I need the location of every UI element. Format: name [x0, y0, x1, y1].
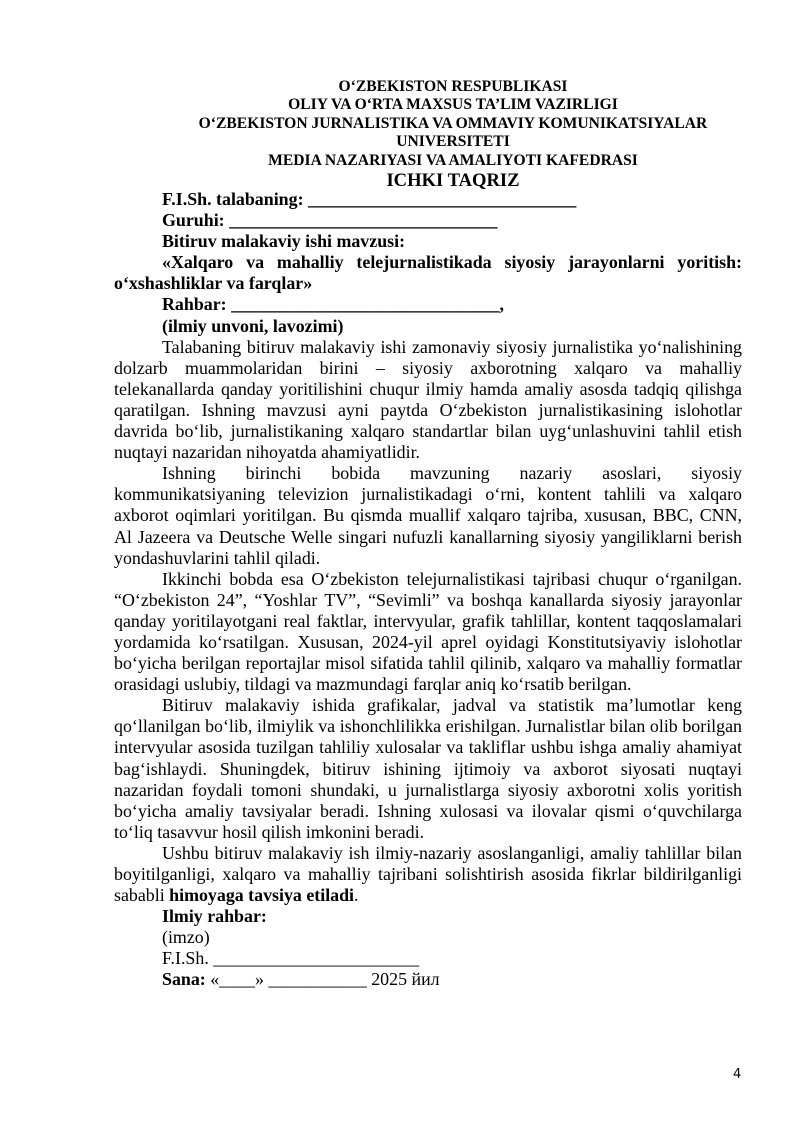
ministry-line: OLIY VA O‘RTA MAXSUS TA’LIM VAZIRLIGI: [288, 96, 618, 114]
group-label: Guruhi:: [162, 210, 225, 231]
thesis-topic: «Xalqaro va mahalliy telejurnalistikada siyosiy jarayonlarni yoritish: o‘xshashliklar va farqlar»: [114, 252, 742, 294]
signature-name-field: [114, 948, 742, 969]
document-title: ICHKI TAQRIZ: [386, 170, 520, 192]
document-body: [114, 189, 742, 991]
signature-supervisor-label: Ilmiy rahbar:: [162, 906, 267, 927]
recommendation-emphasis: himoyaga tavsiya etiladi: [169, 885, 355, 906]
review-paragraph-2: Ishning birinchi bobida mavzuning nazariy asoslari, siyosiy kommunikatsiyaning televizion jurnalistikadagi o‘rni, kontent tahlili va xalqaro axborot oqimlari yoritilgan. Bu qismda muallif xalqaro tajriba, xususan, BBC, CNN, Al Jazeera va Deutsche Welle singari nufuzli kanallarning siyosiy yangiliklarni berish yondashuvlarini tahlil qiladi.: [114, 463, 742, 568]
republic-line: O‘ZBEKISTON RESPUBLIKASI: [338, 78, 568, 95]
review-paragraph-3: Ikkinchi bobda esa O‘zbekiston telejurnalistikasi tajribasi chuqur o‘rganilgan. “O‘zbekiston 24”, “Yoshlar TV”, “Sevimli” va boshqa kanallarda siyosiy jarayonlar qanday yoritilayotgani real faktlar, intervyular, grafik tahlillar, kontent taqqoslamalari yordamida ko‘rsatilgan. Xususan, 2024-yil aprel oyidagi Konstitutsiyaviy islohotlar bo‘yicha berilgan reportajlar misol sifatida tahlil qilinib, xalqaro va mahalliy formatlar orasidagi uslubiy, tildagi va mazmundagi farqlar aniq ko‘rsatib berilgan.: [114, 568, 742, 695]
student-field: [114, 189, 742, 210]
signature-name-label: F.I.Sh.: [162, 948, 209, 969]
page-number: 4: [733, 1067, 742, 1082]
date-value: «____» ___________ 2025 йил: [205, 969, 440, 990]
signature-date-field: [114, 969, 742, 990]
date-label: Sana:: [162, 969, 206, 990]
topic-label: Bitiruv malakaviy ishi mavzusi:: [162, 231, 406, 252]
group-blank: ______________________________: [229, 210, 498, 231]
group-field: [114, 210, 742, 231]
review-conclusion: [114, 843, 742, 906]
supervisor-blank: ______________________________,: [231, 294, 504, 315]
student-blank: ______________________________: [308, 189, 577, 209]
university-line-2: UNIVERSITETI: [396, 133, 510, 151]
review-paragraph-1: Talabaning bitiruv malakaviy ishi zamonaviy siyosiy jurnalistika yo‘nalishining dolzarb muammolaridan birini – siyosiy axborotning xalqaro va mahalliy telekanallarda qanday yoritilishini chuqur ilmiy hamda amaliy asosda tadqiq qilishga qaratilgan. Ishning mavzusi ayni paytda O‘zbekiston jurnalistikasining islohotlar davrida bo‘lib, jurnalistikaning xalqaro standartlar bilan uyg‘unlashuvini tahlil etish nuqtayi nazaridan nihoyatda ahamiyatlidir.: [114, 336, 742, 463]
signature-name-blank: _______________________: [213, 948, 420, 969]
document-header: [110, 78, 796, 192]
student-label: F.I.Sh. talabaning:: [162, 189, 304, 209]
conclusion-text: Ushbu bitiruv malakaviy ish ilmiy-nazariy asoslanganligi, amaliy tahlillar bilan boyitilganligi, xalqaro va mahalliy tajribani solishtirish asosida fikrlar bildirilganligi sababli: [114, 842, 742, 906]
department-line: MEDIA NAZARIYASI VA AMALIYOTI KAFEDRASI: [268, 151, 638, 169]
supervisor-field: [114, 294, 742, 315]
supervisor-label: Rahbar:: [162, 294, 227, 315]
conclusion-end: .: [354, 885, 359, 906]
signature-placeholder: (imzo): [162, 927, 210, 948]
review-paragraph-4: Bitiruv malakaviy ishida grafikalar, jadval va statistik ma’lumotlar keng qo‘llanilgan bo‘lib, ilmiylik va ishonchlilikka erishilgan. Jurnalistlar bilan olib borilgan intervyular asosida tuzilgan tahliliy xulosalar va takliflar ushbu ishga amaliy ahamiyat bag‘ishlaydi. Shuningdek, bitiruv ishining ijtimoiy va axborot siyosati nuqtayi nazaridan foydali tomoni shundaki, u jurnalistlarga siyosiy axborotni xolis yoritish bo‘yicha amaliy tavsiyalar beradi. Ishning xulosasi va ilovalar qismi o‘quvchilarga to‘liq tasavvur hosil qilish imkonini beradi.: [114, 695, 742, 842]
supervisor-note: (ilmiy unvoni, lavozimi): [162, 315, 344, 336]
university-line-1: O‘ZBEKISTON JURNALISTIKA VA OMMAVIY KOMUNIKATSIYALAR: [198, 114, 708, 132]
